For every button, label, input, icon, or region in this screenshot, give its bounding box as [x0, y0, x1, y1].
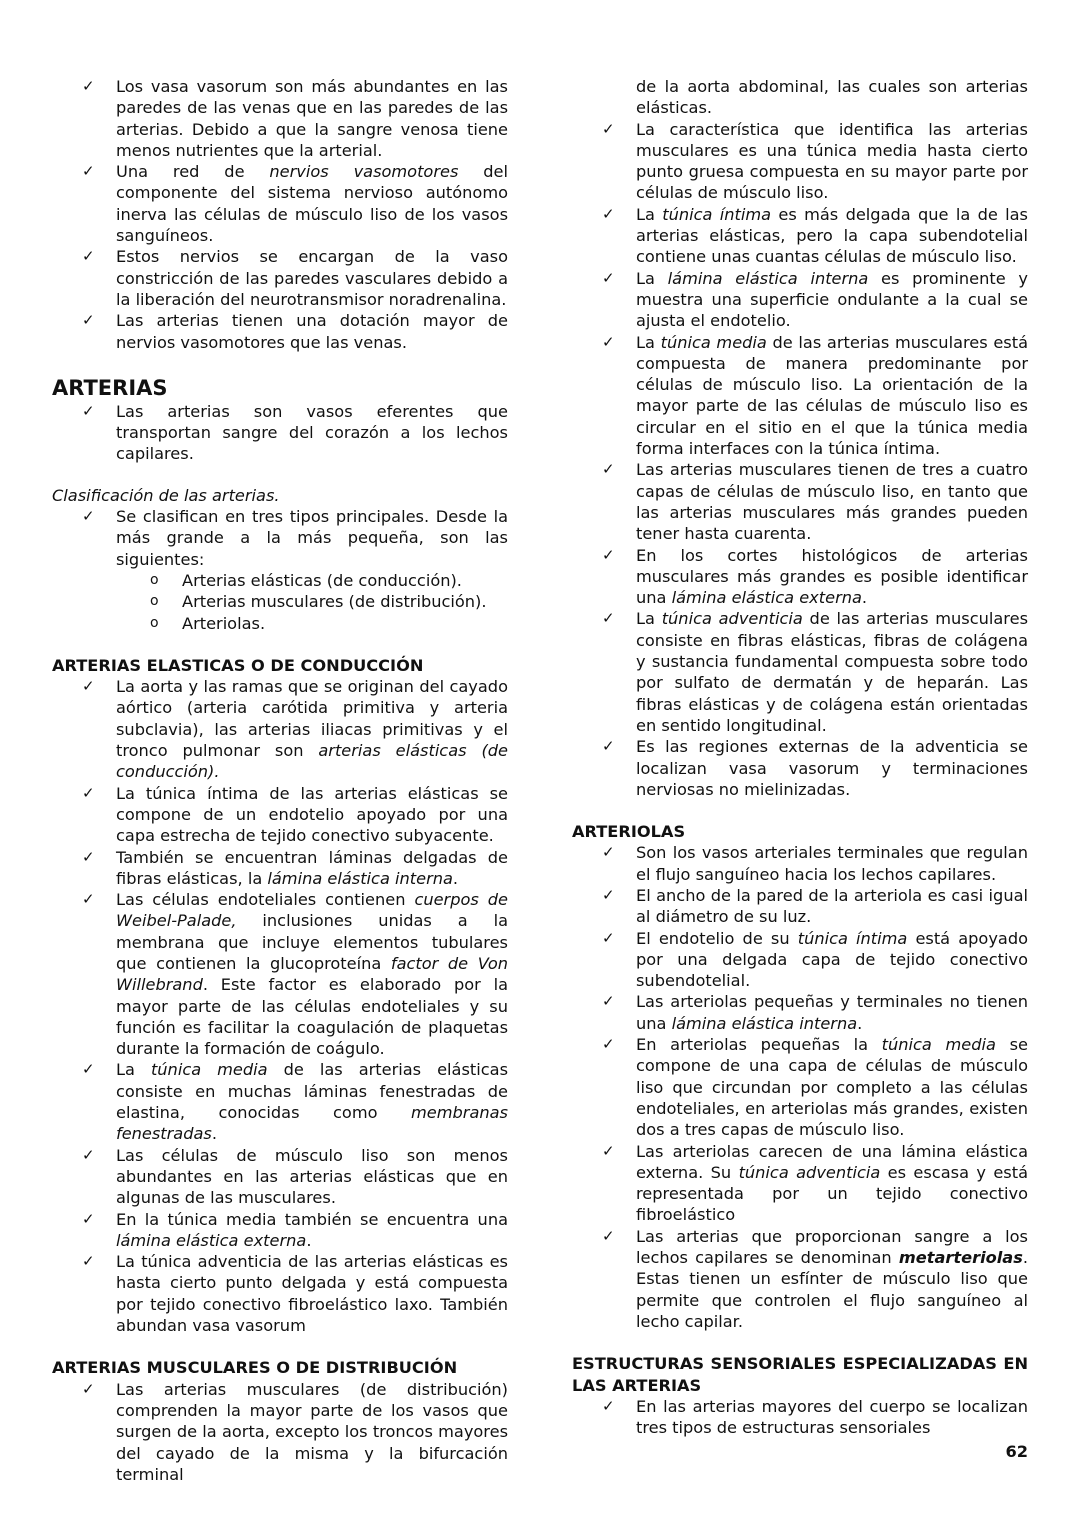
- sub-list-item: o Arterias elásticas (de conducción).: [150, 570, 462, 590]
- list-item: ✓ Las células de músculo liso son menos abundantes en las arterias elásticas que en algunas de las musculares.: [82, 1145, 508, 1208]
- checkmark-icon: ✓: [602, 1141, 615, 1160]
- checkmark-icon: ✓: [602, 1035, 615, 1054]
- list-item: ✓ La túnica media de las arterias musculares está compuesta de manera predominante por células de músculo liso. La orientación de la mayor parte de las células de músculo liso es circular en el sitio en el que la túnica media forma interfaces con la túnica íntima.: [602, 332, 1028, 459]
- list-item: ✓ Las arterias que proporcionan sangre a los lechos capilares se denominan metarteriolas. Estas tienen un esfínter de músculo liso que permite que controlen el flujo sanguíneo al lecho capilar.: [602, 1226, 1028, 1331]
- checkmark-icon: ✓: [602, 332, 615, 351]
- subsection-title-clasificacion: Clasificación de las arterias.: [52, 485, 280, 505]
- checkmark-icon: ✓: [602, 545, 615, 564]
- checkmark-icon: ✓: [82, 507, 95, 526]
- list-item: ✓ El ancho de la pared de la arteriola es casi igual al diámetro de su luz.: [602, 885, 1028, 927]
- section-heading-arteriolas: ARTERIOLAS: [572, 822, 686, 842]
- checkmark-icon: ✓: [602, 928, 615, 947]
- list-item: ✓ La túnica adventicia de las arterias elásticas es hasta cierto punto delgada y está compuesta por tejido conectivo fibroelástico laxo. También abundan vasa vasorum: [82, 1252, 508, 1336]
- list-item: ✓ Las arterias musculares tienen de tres a cuatro capas de células de músculo liso, en tanto que las arterias musculares más grandes pueden tener hasta cuarenta.: [602, 460, 1028, 544]
- checkmark-icon: ✓: [602, 1396, 615, 1415]
- section-heading-sensoriales: ESTRUCTURAS SENSORIALES ESPECIALIZADAS EN LAS ARTERIAS: [572, 1354, 1028, 1395]
- sub-list-item: o Arteriolas.: [150, 613, 266, 633]
- checkmark-icon: ✓: [602, 992, 615, 1011]
- list-item: ✓ Una red de nervios vasomotores del componente del sistema nervioso autónomo inerva las células de músculo liso de los vasos sanguíneos.: [82, 162, 508, 246]
- left-column: [52, 76, 508, 1485]
- list-item: ✓ También se encuentran láminas delgadas de fibras elásticas, la lámina elástica interna.: [82, 847, 508, 888]
- list-item: ✓ Las células endoteliales contienen cuerpos de Weibel-Palade, inclusiones unidas a la membrana que incluye elementos tubulares que contienen la glucoproteína factor de Von Willebrand. Este factor es elaborado por la mayor parte de las células endoteliales y su función es facilitar la coagulación de plaquetas durante la formación de coágulo.: [82, 890, 508, 1059]
- list-item: ✓ La característica que identifica las arterias musculares es una túnica media hasta cierto punto gruesa compuesta en su mayor parte por células de músculo liso.: [602, 119, 1028, 203]
- checkmark-icon: ✓: [602, 460, 615, 479]
- list-item: ✓ Las arterias tienen una dotación mayor de nervios vasomotores que las venas.: [82, 311, 508, 352]
- checkmark-icon: ✓: [82, 311, 95, 330]
- checkmark-icon: ✓: [602, 1226, 615, 1245]
- checkmark-icon: ✓: [82, 1145, 95, 1164]
- checkmark-icon: ✓: [82, 1060, 95, 1079]
- list-item: ✓ Las arteriolas carecen de una lámina elástica externa. Su túnica adventicia es escasa y está representada por un tejido conectivo fibroelástico: [602, 1141, 1028, 1225]
- checkmark-icon: ✓: [82, 77, 95, 95]
- checkmark-icon: ✓: [602, 609, 615, 628]
- circle-bullet-icon: o: [150, 614, 159, 631]
- list-item: ✓ Son los vasos arteriales terminales que regulan el flujo sanguíneo hacia los lechos capilares.: [602, 843, 1028, 884]
- list-item: ✓ Las arteriolas pequeñas y terminales no tienen una lámina elástica interna.: [602, 992, 1028, 1033]
- list-item: ✓ El endotelio de su túnica íntima está apoyado por una delgada capa de tejido conectivo subendotelial.: [602, 928, 1028, 991]
- list-item: ✓ La lámina elástica interna es prominente y muestra una superficie ondulante a la cual se ajusta el endotelio.: [602, 268, 1028, 331]
- list-item-continuation: de la aorta abdominal, las cuales son arterias elásticas.: [636, 77, 1028, 118]
- list-item: ✓ Estos nervios se encargan de la vaso constricción de las paredes vasculares debido a la liberación del neurotransmisor noradrenalina.: [82, 247, 508, 309]
- circle-bullet-icon: o: [150, 571, 159, 588]
- checkmark-icon: ✓: [602, 119, 615, 138]
- checkmark-icon: ✓: [82, 1252, 95, 1271]
- list-item: ✓ En las arterias mayores del cuerpo se localizan tres tipos de estructuras sensoriales: [602, 1396, 1028, 1438]
- checkmark-icon: ✓: [82, 401, 95, 420]
- checkmark-icon: ✓: [602, 268, 615, 287]
- list-item: ✓ En los cortes histológicos de arterias musculares más grandes es posible identificar una lámina elástica externa.: [602, 545, 1028, 608]
- list-item: ✓ En arteriolas pequeñas la túnica media se compone de una capa de células de músculo liso que circundan por completo a las células endoteliales, en arteriolas más grandes, existen dos a tres capas de músculo liso.: [602, 1035, 1028, 1140]
- checkmark-icon: ✓: [82, 677, 95, 696]
- list-item: ✓ La túnica media de las arterias elásticas consiste en muchas láminas fenestradas de elastina, conocidas como membranas fenestradas.: [82, 1060, 508, 1144]
- list-item: ✓ Las arterias son vasos eferentes que transportan sangre del corazón a los lechos capilares.: [82, 401, 508, 464]
- list-item: ✓ La túnica adventicia de las arterias musculares consiste en fibras elásticas, fibras de colágena y sustancia fundamental compuesta sobre todo por sulfato de dermatán y de heparán. Las fibras elásticas y de colágena están orientadas en sentido longitudinal.: [602, 609, 1028, 735]
- checkmark-icon: ✓: [602, 843, 615, 862]
- checkmark-icon: ✓: [82, 1209, 95, 1228]
- list-item: ✓ Es las regiones externas de la adventicia se localizan vasa vasorum y terminaciones nerviosas no mielinizadas.: [602, 737, 1028, 799]
- checkmark-icon: ✓: [82, 847, 95, 866]
- checkmark-icon: ✓: [602, 204, 615, 223]
- checkmark-icon: ✓: [602, 885, 615, 904]
- circle-bullet-icon: o: [150, 593, 159, 610]
- checkmark-icon: ✓: [82, 162, 95, 181]
- list-item: ✓ La túnica íntima de las arterias elásticas se compone de un endotelio apoyado por una capa estrecha de tejido conectivo subyacente.: [82, 783, 508, 846]
- sub-list-item: o Arterias musculares (de distribución).: [150, 592, 487, 612]
- checkmark-icon: ✓: [602, 737, 615, 756]
- section-heading-musculares: ARTERIAS MUSCULARES O DE DISTRIBUCIÓN: [52, 1358, 458, 1378]
- section-heading-arterias: ARTERIAS: [52, 375, 168, 400]
- checkmark-icon: ✓: [82, 1379, 95, 1398]
- right-column: [572, 76, 1028, 1438]
- list-item: ✓ La túnica íntima es más delgada que la de las arterias elásticas, pero la capa subendotelial contiene unas cuantas células de músculo liso.: [602, 204, 1028, 267]
- section-heading-elasticas: ARTERIAS ELASTICAS O DE CONDUCCIÓN: [52, 655, 424, 675]
- list-item: ✓ En la túnica media también se encuentra una lámina elástica externa.: [82, 1209, 508, 1250]
- checkmark-icon: ✓: [82, 247, 95, 266]
- checkmark-icon: ✓: [82, 783, 95, 802]
- page-number: 62: [1005, 1442, 1028, 1461]
- list-item: ✓ Se clasifican en tres tipos principales. Desde la más grande a la más pequeña, son las siguientes:: [82, 507, 508, 569]
- list-item: ✓ La aorta y las ramas que se originan del cayado aórtico (arteria carótida primitiva y arteria subclavia), las arterias iliacas primitivas y el tronco pulmonar son arterias elásticas (de conducción).: [82, 677, 508, 782]
- checkmark-icon: ✓: [82, 890, 95, 909]
- list-item: ✓ Las arterias musculares (de distribución) comprenden la mayor parte de los vasos que surgen de la aorta, excepto los troncos mayores del cayado de la misma y la bifurcación terminal: [82, 1379, 508, 1484]
- list-item: ✓ Los vasa vasorum son más abundantes en las paredes de las venas que en las paredes de las arterias. Debido a que la sangre venosa tiene menos nutrientes que la arterial.: [82, 77, 508, 160]
